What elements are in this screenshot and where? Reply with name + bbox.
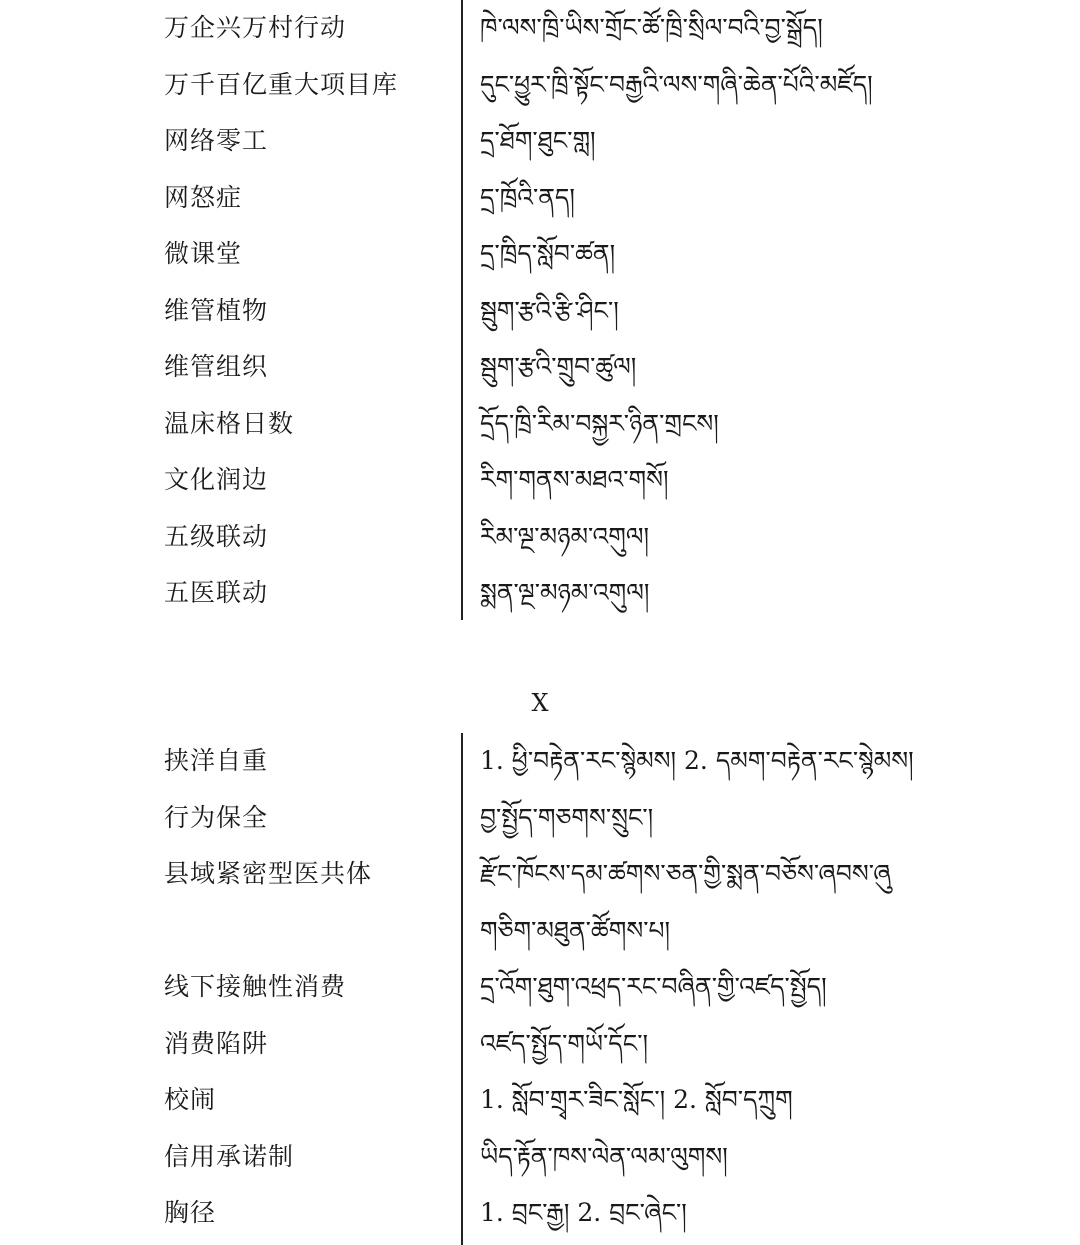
- term-row: [0, 283, 1080, 340]
- tibetan-term: བྱ་སྤྱོད་གཅགས་སྲུང་།: [480, 803, 654, 832]
- term-row: [0, 226, 1080, 283]
- term-row: [0, 452, 1080, 509]
- term-row: [0, 1185, 1080, 1242]
- term-row: [0, 733, 1080, 790]
- tibetan-term: 1. ཕྱི་བརྟེན་རང་སྙེམས། 2. དམག་བརྟེན་རང་སྙེམས།: [480, 746, 914, 775]
- tibetan-term: 1. བྲང་རྒྱ། 2. བྲང་ཞེང་།: [480, 1198, 687, 1227]
- chinese-term: 行为保全: [164, 803, 269, 832]
- chinese-term: 网络零工: [164, 126, 269, 155]
- chinese-term: 网怒症: [164, 183, 243, 212]
- chinese-term: 信用承诺制: [164, 1142, 295, 1171]
- chinese-term: 文化润边: [164, 465, 269, 494]
- chinese-term: 五级联动: [164, 522, 269, 551]
- tibetan-term: དྲ་ཁྲིད་སློབ་ཚན།: [480, 239, 616, 268]
- term-row: [0, 846, 1080, 903]
- chinese-term: 县域紧密型医共体: [164, 859, 373, 888]
- term-row-continuation: [0, 903, 1080, 960]
- tibetan-term: དྲོད་ཁྲི་རིམ་བསྐྱར་ཉིན་གྲངས།: [480, 409, 719, 438]
- term-row: [0, 170, 1080, 227]
- tibetan-term: དྲ་འོག་ཐུག་འཕྲད་རང་བཞིན་གྱི་འཛད་སྤྱོད།: [480, 972, 827, 1001]
- tibetan-term: སྦུག་རྩའི་རྩི་ཤིང་།: [480, 296, 619, 325]
- chinese-term: 万企兴万村行动: [164, 13, 347, 42]
- term-row: [0, 1072, 1080, 1129]
- tibetan-term: ཁེ་ལས་ཁྲི་ཡིས་གྲོང་ཚོ་ཁྲི་སྲིལ་བའི་བྱ་སྒྲོད།: [480, 13, 823, 42]
- chinese-term: 万千百亿重大项目库: [164, 70, 399, 99]
- tibetan-term: 1. སློབ་གྲྭར་ཟིང་སློང་། 2. སློབ་དཀྲུག: [480, 1085, 793, 1114]
- term-row: [0, 0, 1080, 57]
- term-row: [0, 57, 1080, 114]
- chinese-term: 胸径: [164, 1198, 217, 1227]
- tibetan-term: དྲ་ཐོག་ཐུང་གླ།: [480, 126, 596, 155]
- term-row: [0, 565, 1080, 622]
- tibetan-term: རིམ་ལྔ་མཉམ་འགུལ།: [480, 522, 650, 551]
- tibetan-term: སྨན་ལྔ་མཉམ་འགུལ།: [480, 578, 650, 607]
- chinese-term: 维管组织: [164, 352, 269, 381]
- chinese-term: 线下接触性消费: [164, 972, 347, 1001]
- term-row: [0, 1129, 1080, 1186]
- section-letter-heading: X: [531, 689, 549, 717]
- chinese-term: 温床格日数: [164, 409, 295, 438]
- tibetan-term: དུང་ཕྱུར་ཁྲི་སྟོང་བརྒྱའི་ལས་གཞི་ཆེན་པོའི་མཛོད།: [480, 70, 873, 99]
- term-row: [0, 509, 1080, 566]
- term-row: [0, 959, 1080, 1016]
- term-row: [0, 339, 1080, 396]
- chinese-term: 校闹: [164, 1085, 217, 1114]
- term-row: [0, 113, 1080, 170]
- term-row: [0, 790, 1080, 847]
- chinese-term: 挟洋自重: [164, 746, 269, 775]
- tibetan-term: གཅིག་མཐུན་ཚོགས་པ།: [480, 916, 671, 945]
- tibetan-term: རིག་གནས་མཐའ་གསོ།: [480, 465, 669, 494]
- chinese-term: 维管植物: [164, 296, 269, 325]
- tibetan-term: འཛད་སྤྱོད་གཡོ་དོང་།: [480, 1029, 649, 1058]
- chinese-term: 五医联动: [164, 578, 269, 607]
- tibetan-term: ཡིད་རྟོན་ཁས་ལེན་ལམ་ལུགས།: [480, 1142, 728, 1171]
- tibetan-term: རྫོང་ཁོངས་དམ་ཚགས་ཅན་གྱི་སྨན་བཅོས་ཞབས་ཞུ: [480, 859, 891, 888]
- chinese-term: 微课堂: [164, 239, 243, 268]
- chinese-term: 消费陷阱: [164, 1029, 269, 1058]
- term-row: [0, 1016, 1080, 1073]
- term-row: [0, 396, 1080, 453]
- tibetan-term: དྲ་ཁྲོའི་ནད།: [480, 183, 575, 212]
- tibetan-term: སྦུག་རྩའི་གྲུབ་ཚུལ།: [480, 352, 637, 381]
